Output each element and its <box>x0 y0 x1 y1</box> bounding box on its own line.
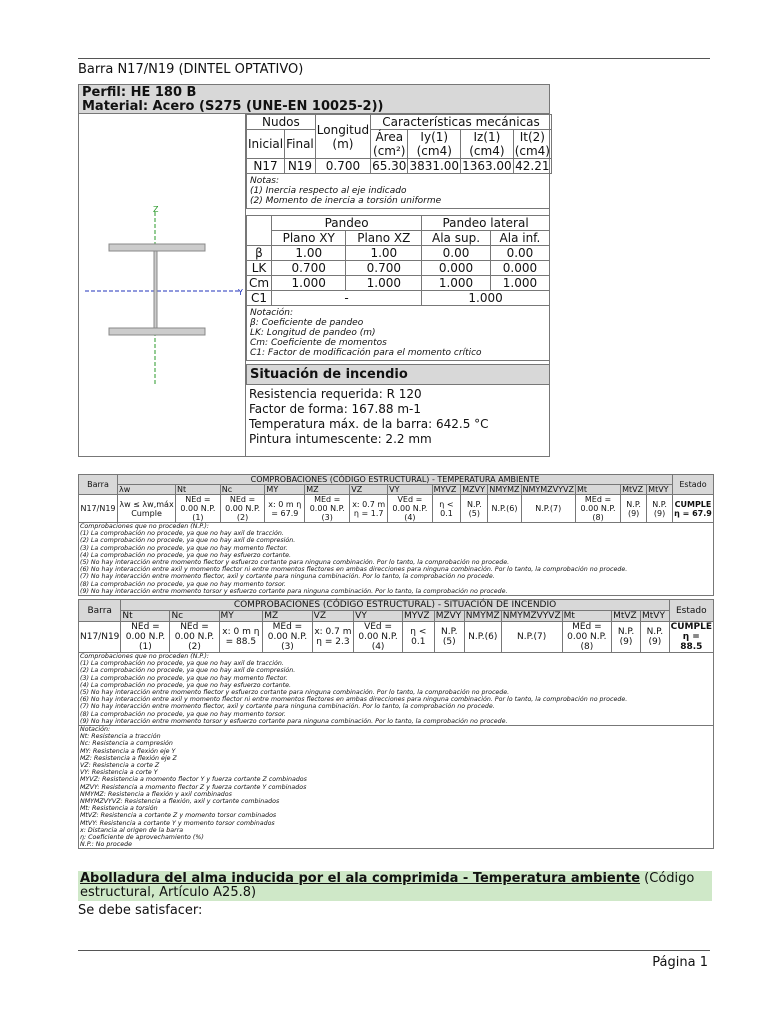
notation-line: MtVZ: Resistencia a cortante Z y momento torsor combinados <box>80 812 277 820</box>
check-cell: x: 0.7 m η = 2.3 <box>312 622 353 653</box>
notation-line: MtVY: Resistencia a cortante Y y momento torsor combinados <box>80 819 275 827</box>
note-line: (1) La comprobación no procede, ya que no hay axil de tracción. <box>80 660 284 668</box>
col-header: MtVY <box>641 611 670 622</box>
notation-line: MY: Resistencia a flexión eje Y <box>80 747 176 755</box>
estado-header: Estado <box>669 600 713 622</box>
check-cell: N.P.(6) <box>488 495 521 523</box>
notation-line: Mt: Resistencia a torsión <box>80 805 158 813</box>
col-header: Mt <box>562 611 611 622</box>
profile-title <box>79 85 549 114</box>
axis-z-label: Z <box>153 205 159 214</box>
col-header: MtVZ <box>621 485 647 495</box>
note-line: (5) No hay interacción entre momento flector y esfuerzo cortante para ninguna combinación. Por lo tanto, la comprobación no procede. <box>80 689 510 697</box>
col-header: MtVY <box>647 485 673 495</box>
col-header: VZ <box>350 485 388 495</box>
page-header: Barra N17/N19 (DINTEL OPTATIVO) <box>78 62 304 77</box>
note-line: (9) No hay interacción entre momento torsor y esfuerzo cortante para ninguna combinación. Por lo tanto, la comprobación no procede. <box>80 587 508 595</box>
check-cell: η < 0.1 <box>402 622 434 653</box>
check-cell: MEd = 0.00 N.P.(8) <box>576 495 621 523</box>
section-text: Se debe satisfacer: <box>78 903 203 918</box>
col-header: Nc <box>220 485 265 495</box>
check-cell: N.P.(9) <box>621 495 647 523</box>
col-header: VY <box>354 611 403 622</box>
check-cell: N.P.(6) <box>464 622 501 653</box>
notation-line: VY: Resistencia a corte Y <box>80 769 158 777</box>
col-plano-xy: Plano XY <box>272 231 346 246</box>
notation-line: N.P.: No procede <box>80 841 132 849</box>
check-cell: N.P.(5) <box>434 622 464 653</box>
col-header: MZVY <box>461 485 488 495</box>
check-cell: N.P.(9) <box>647 495 673 523</box>
check-cell: MEd = 0.00 N.P.(3) <box>263 622 312 653</box>
check-cell: N.P.(7) <box>501 622 562 653</box>
cell-it: 42.21 <box>515 159 550 173</box>
check-cell: NEd = 0.00 N.P.(1) <box>176 495 221 523</box>
check-cell: NEd = 0.00 N.P.(2) <box>170 622 219 653</box>
ambient-checks-table <box>78 474 714 596</box>
notation-line: Nc: Resistencia a compresión <box>80 740 173 748</box>
length-header: Longitud (m) <box>315 115 370 159</box>
check-cell: N.P.(9) <box>641 622 670 653</box>
col-it: It(2) (cm4) <box>514 130 550 158</box>
col-header: Nc <box>170 611 219 622</box>
note-line: (8) La comprobación no procede, ya que no hay momento torsor. <box>80 580 286 588</box>
profile-material: Material: Acero (S275 (UNE-EN 10025-2)) <box>82 99 384 114</box>
col-plano-xz: Plano XZ <box>346 231 422 246</box>
ambient-notes <box>79 523 714 596</box>
note-line: (3) La comprobación no procede, ya que no hay momento flector. <box>80 674 288 682</box>
pandeo-header: Pandeo <box>272 216 422 231</box>
notation-line: VZ: Resistencia a corte Z <box>80 762 160 770</box>
section-heading <box>78 871 712 901</box>
col-header: VZ <box>312 611 353 622</box>
mech-table <box>246 114 552 174</box>
fire-checks-title: COMPROBACIONES (CÓDIGO ESTRUCTURAL) - SITUACIÓN DE INCENDIO <box>121 600 669 611</box>
row-beta: β 1.00 1.00 0.00 0.00 <box>247 246 550 261</box>
notation-line: Notación: <box>80 726 111 734</box>
fire-body: Resistencia requerida: R 120 Factor de forma: 167.88 m-1 Temperatura máx. de la barra: 642.5 °C Pintura intumescente: 2.2 mm <box>249 387 489 446</box>
col-header: NMYMZVYVZ <box>502 611 561 621</box>
note-line: (6) No hay interacción entre axil y momento flector ni entre momentos flectores en ambas direcciones para ninguna combinación. Por lo tanto, la comprobación no procede. <box>80 696 628 704</box>
col-iy: Iy(1) (cm4) <box>408 130 461 159</box>
top-rule <box>78 58 710 59</box>
col-initial: Inicial <box>247 130 285 159</box>
col-final: Final <box>285 130 316 159</box>
note-line: (4) La comprobación no procede, ya que no hay esfuerzo cortante. <box>80 681 292 689</box>
col-header: MZ <box>305 485 350 495</box>
check-cell: MEd = 0.00 N.P.(3) <box>305 495 350 523</box>
row-cm: Cm 1.000 1.000 1.000 1.000 <box>247 276 550 291</box>
note-line: (4) La comprobación no procede, ya que no hay esfuerzo cortante. <box>80 551 292 559</box>
cell-initial: N17 <box>247 159 285 174</box>
notation-line: MZVY: Resistencia a momento flector Z y fuerza cortante Y combinados <box>80 783 307 791</box>
axis-y-label: Y <box>238 288 243 297</box>
check-cell: λw ≤ λw,máx Cumple <box>118 495 176 523</box>
row-lk: LK 0.700 0.700 0.000 0.000 <box>247 261 550 276</box>
col-header: MY <box>219 611 263 622</box>
col-header: NMYMZ <box>465 611 500 621</box>
bar-id: N17/N19 <box>79 622 121 653</box>
notation-line: η: Coeficiente de aprovechamiento (%) <box>80 834 204 842</box>
cell-iz: 1363.00 <box>462 159 512 173</box>
barra-header: Barra <box>79 475 118 495</box>
note-line: (6) No hay interacción entre axil y momento flector ni entre momentos flectores en ambas direcciones para ninguna combinación. Por lo tanto, la comprobación no procede. <box>80 566 628 574</box>
status-cell: CUMPLE η = 67.9 <box>673 495 714 523</box>
mech-notes: Notas: (1) Inercia respecto al eje indicado (2) Momento de inercia a torsión uniforme <box>246 174 550 209</box>
check-cell: VEd = 0.00 N.P.(4) <box>354 622 403 653</box>
col-header: MZVY <box>434 611 464 622</box>
barra-header: Barra <box>79 600 121 622</box>
page-number: Página 1 <box>652 955 708 970</box>
check-cell: NEd = 0.00 N.P.(2) <box>220 495 265 523</box>
note-line: Comprobaciones que no proceden (N.P.): <box>80 653 209 660</box>
notation-line: NMYMZ: Resistencia a flexión y axil combinados <box>80 790 232 798</box>
check-cell: N.P.(7) <box>521 495 575 523</box>
col-header: MZ <box>263 611 312 622</box>
check-cell: N.P.(9) <box>612 622 641 653</box>
row-c1: C1 - 1.000 <box>247 291 550 306</box>
col-header: Nt <box>176 485 221 495</box>
i-beam-icon <box>79 114 245 456</box>
note-line: (5) No hay interacción entre momento flector y esfuerzo cortante para ninguna combinación. Por lo tanto, la comprobación no procede. <box>80 559 510 567</box>
note-line: (9) No hay interacción entre momento torsor y esfuerzo cortante para ninguna combinación. Por lo tanto, la comprobación no procede. <box>80 717 508 725</box>
col-iz: Iz(1) (cm4) <box>461 130 514 159</box>
note-line: (1) La comprobación no procede, ya que no hay axil de tracción. <box>80 530 284 538</box>
col-header: NMYMZVYVZ <box>522 485 574 494</box>
check-cell: N.P.(5) <box>461 495 488 523</box>
col-area: Área (cm²) <box>371 130 408 159</box>
mech-header: Características mecánicas <box>371 115 552 130</box>
note-line: (8) La comprobación no procede, ya que no hay momento torsor. <box>80 710 286 718</box>
status-cell: CUMPLE η = 88.5 <box>670 622 712 652</box>
note-line: (7) No hay interacción entre momento flector, axil y cortante para ninguna combinación. Por lo tanto, la comprobación no procede. <box>80 573 495 581</box>
col-header: MY <box>265 485 305 495</box>
bottom-rule <box>78 950 710 951</box>
check-cell: NEd = 0.00 N.P.(1) <box>121 622 170 653</box>
col-header: λw <box>118 485 176 495</box>
check-cell: x: 0 m η = 67.9 <box>265 495 305 523</box>
section-drawing <box>79 114 246 456</box>
check-cell: η < 0.1 <box>432 495 461 523</box>
note-line: (2) La comprobación no procede, ya que no hay axil de compresión. <box>80 537 296 545</box>
col-header: VY <box>388 485 432 495</box>
col-header: MYVZ <box>432 485 461 495</box>
cell-final: N19 <box>285 159 316 174</box>
profile-box <box>78 84 550 457</box>
section-ref: (Código estructural, Artículo A25.8) <box>80 871 695 900</box>
properties-panel <box>246 114 550 449</box>
check-cell: MEd = 0.00 N.P.(8) <box>562 622 611 653</box>
section-title: Abolladura del alma inducida por el ala comprimida - Temperatura ambiente <box>80 871 641 886</box>
nodes-header: Nudos <box>247 115 316 130</box>
fire-title: Situación de incendio <box>246 364 550 385</box>
buckling-notes: Notación: β: Coeficiente de pandeo LK: Longitud de pandeo (m) Cm: Coeficiente de momentos C1: Factor de modificación para el momento crítico <box>246 306 550 361</box>
cell-length: 0.700 <box>315 159 370 174</box>
check-cell: VEd = 0.00 N.P.(4) <box>388 495 432 523</box>
note-line: Comprobaciones que no proceden (N.P.): <box>80 523 209 530</box>
fire-notes <box>79 653 714 726</box>
buckling-table <box>246 215 550 306</box>
check-cell: x: 0.7 m η = 1.7 <box>350 495 388 523</box>
profile-name: Perfil: HE 180 B <box>82 85 197 100</box>
col-header: MtVZ <box>612 611 641 622</box>
cell-iy: 3831.00 <box>409 159 460 173</box>
check-cell: x: 0 m η = 88.5 <box>219 622 263 653</box>
note-line: (3) La comprobación no procede, ya que no hay momento flector. <box>80 544 288 552</box>
note-line: (7) No hay interacción entre momento flector, axil y cortante para ninguna combinación. Por lo tanto, la comprobación no procede. <box>80 703 495 711</box>
col-header: Nt <box>121 611 170 622</box>
notation-line: MZ: Resistencia a flexión eje Z <box>80 754 177 762</box>
note-line: (2) La comprobación no procede, ya que no hay axil de compresión. <box>80 667 296 675</box>
bar-id: N17/N19 <box>79 495 118 523</box>
col-header: MYVZ <box>402 611 434 622</box>
col-header: NMYMZ <box>489 485 520 494</box>
col-ala-sup: Ala sup. <box>422 231 491 246</box>
notation-line: Nt: Resistencia a tracción <box>80 733 161 741</box>
ambient-title: COMPROBACIONES (CÓDIGO ESTRUCTURAL) - TEMPERATURA AMBIENTE <box>118 475 673 485</box>
notation-line: NMYMZVYVZ: Resistencia a flexión, axil y cortante combinados <box>80 798 280 806</box>
pandeo-lateral-header: Pandeo lateral <box>422 216 550 231</box>
col-ala-inf: Ala inf. <box>490 231 549 246</box>
notation-line: MYVZ: Resistencia a momento flector Y y fuerza cortante Z combinados <box>80 776 307 784</box>
fire-checks-table <box>78 599 714 849</box>
notation-notes <box>79 726 714 849</box>
cell-area: 65.30 <box>372 159 407 173</box>
col-header: Mt <box>576 485 621 495</box>
estado-header: Estado <box>673 475 714 495</box>
notation-line: x: Distancia al origen de la barra <box>80 826 184 834</box>
